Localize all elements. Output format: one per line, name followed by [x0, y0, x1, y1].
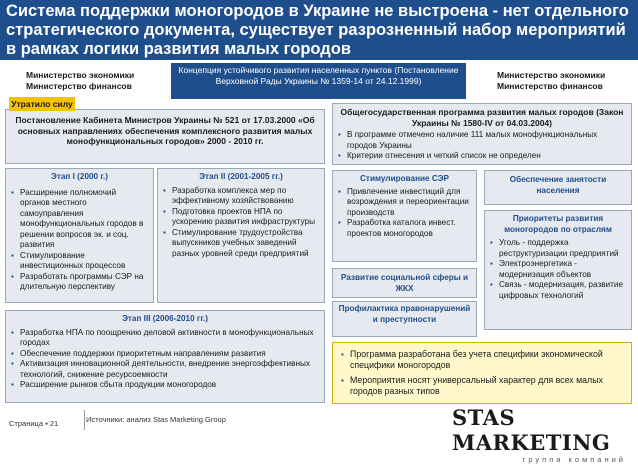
stage2-box	[157, 168, 325, 303]
stage1-title: Этап I (2000 г.)	[51, 172, 108, 181]
priorities-title: Приоритеты развития моногородов по отраслям	[504, 214, 612, 234]
social-box	[332, 268, 477, 298]
list-item: ▪ Обеспечение поддержки приоритетным направлениям развития	[11, 349, 319, 360]
slide-title: Система поддержки моногородов в Украине не выстроена - нет отдельного стратегического документа, существует разрозненный набор мероприятий в рамках логики развития малых городов	[0, 0, 638, 60]
list-item: ▪ Стимулирование трудоустройства выпускников учебных заведений разных уровней среди предприятий	[163, 228, 319, 260]
list-item: ▪ Связь - модернизация, развитие цифровых технологий	[490, 280, 626, 301]
concept-box: Концепция устойчивого развития населенных пунктов (Постановление Верховной Рады Украины № 1359-14 от 24.12.1999)	[171, 63, 466, 99]
ministry-finance-left: Министерство финансов	[26, 80, 132, 91]
state-program-box	[332, 103, 632, 165]
list-item: ▪ Уголь - поддержка реструктуризации предприятий	[490, 238, 626, 259]
stage2-title: Этап II (2001-2005 гг.)	[199, 172, 283, 181]
stage3-title: Этап III (2006-2010 гг.)	[122, 314, 208, 323]
list-item: ▪ Разработка комплекса мер по эффективному хозяйствованию	[163, 186, 319, 207]
ser-title: Стимулирование СЭР	[360, 174, 449, 183]
list-item: ▪ Критерии отнесения и четкий список не определен	[338, 151, 626, 162]
crime-box	[332, 301, 477, 337]
ministry-economy-left: Министерство экономики	[26, 70, 135, 80]
list-item: ▪ Мероприятия носят универсальный характер для всех малых городов разных типов	[341, 375, 623, 397]
ser-box	[332, 170, 477, 262]
stage1-box	[5, 168, 154, 303]
list-item: ▪ Электроэнергетика - модернизация объектов	[490, 259, 626, 280]
list-item: ▪ Активизация инновационной деятельности, внедрение энергоэффективных технологий, снижение ресурсоемкости	[11, 359, 319, 380]
list-item: ▪ Разработка НПА по поощрению деловой активности в монофункциональных городах	[11, 328, 319, 349]
list-item: ▪ Подготовка проектов НПА по ускорению развития инфраструктуры	[163, 207, 319, 228]
company-logo	[452, 405, 632, 464]
list-item: ▪ Расширение рынков сбыта продукции моногородов	[11, 380, 319, 391]
crime-title: Профилактика правонарушений и преступности	[338, 304, 471, 324]
state-program-title: Общегосударственная программа развития малых городов (Закон Украины № 1580-IV от 04.03.2004)	[340, 107, 624, 128]
list-item: ▪ В программе отмечено наличие 111 малых монофункциональных городов Украины	[338, 130, 626, 151]
footer-divider	[84, 410, 85, 430]
logo-sub-text: группа компаний	[522, 455, 626, 464]
list-item: ▪ Разработка каталога инвест. проектов моногородов	[338, 218, 471, 239]
ministry-economy-right: Министерство экономики	[497, 70, 606, 80]
conclusion-box	[332, 342, 632, 404]
employment-box	[484, 170, 632, 205]
ministry-finance-right: Министерство финансов	[497, 80, 603, 91]
top-left-ministries	[26, 70, 134, 91]
resolution-text: Постановление Кабинета Министров Украины № 521 от 17.03.2000 «Об основных направлениях обеспечения комплексного развития малых монофункциональных городов» 2000 - 2010 гг.	[15, 115, 315, 146]
list-item: ▪ Расширение полномочий органов местного самоуправления монофункциональных городов в решении вопросов эк. и соц. развития	[11, 188, 148, 251]
logo-main-text: STAS MARKETING	[452, 405, 611, 455]
list-item: ▪ Программа разработана без учета специфики экономической специфики моногородов	[341, 349, 623, 371]
stage3-box	[5, 310, 325, 403]
social-title: Развитие социальной сферы и ЖКХ	[340, 273, 469, 293]
list-item: ▪ Разработать программы СЭР на длительную перспективу	[11, 272, 148, 293]
resolution-box	[5, 109, 325, 164]
page-number: Страница ▪ 21	[9, 419, 59, 428]
top-right-ministries	[497, 70, 605, 91]
lost-force-tag: Утратило силу	[9, 97, 75, 111]
list-item: ▪ Стимулирование инвестиционных процессов	[11, 251, 148, 272]
employment-title: Обеспечение занятости населения	[509, 175, 607, 195]
source-note: Источники: анализ Stas Marketing Group	[86, 415, 226, 424]
priorities-box	[484, 210, 632, 330]
list-item: ▪ Привлечение инвестиций для возрождения и переориентации производств	[338, 187, 471, 219]
